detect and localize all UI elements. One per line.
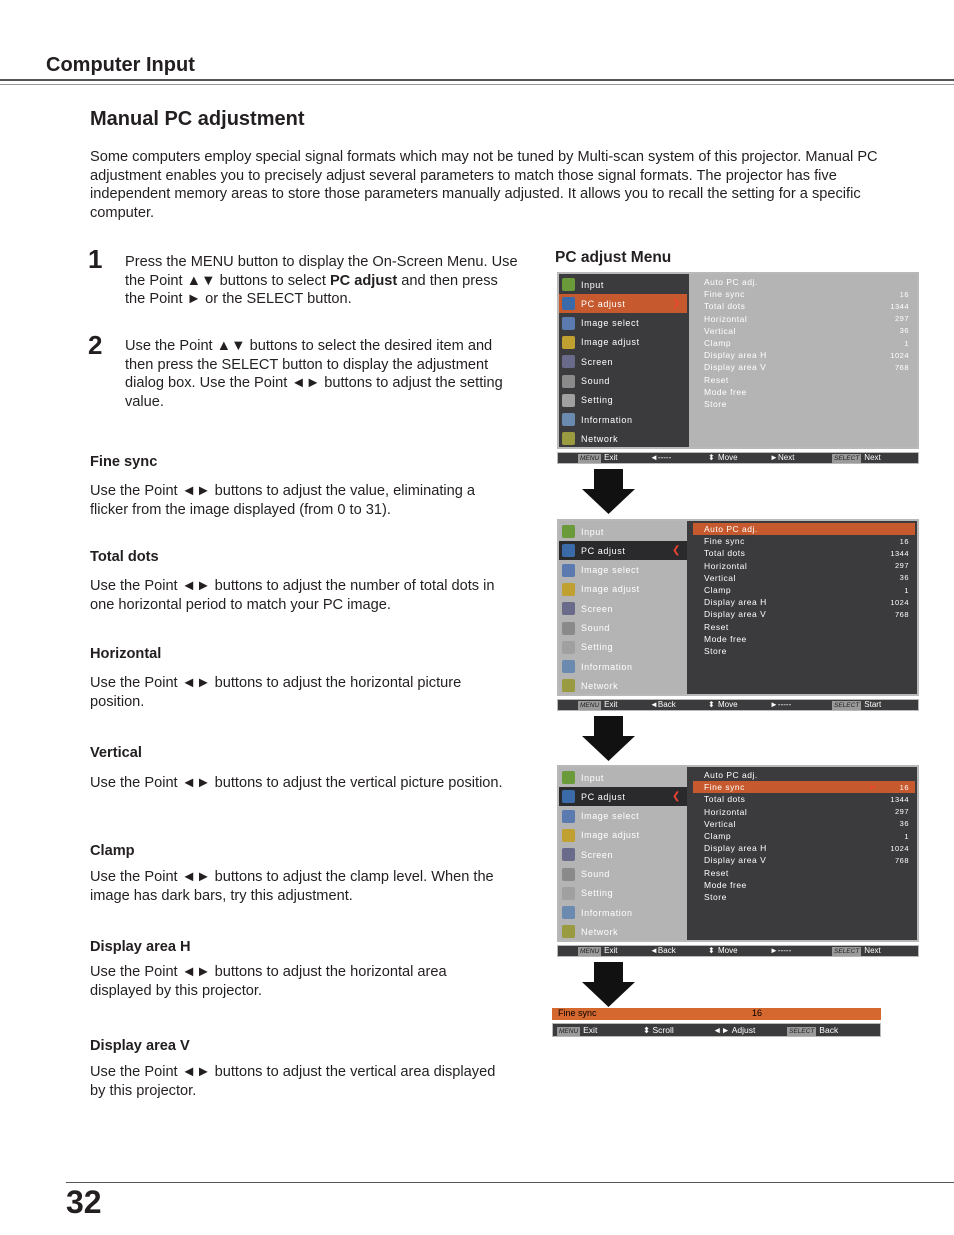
osd-menu-item-label: Image select — [581, 565, 640, 576]
osd-menu-item[interactable] — [558, 599, 687, 618]
osd-option-row[interactable] — [693, 276, 915, 288]
osd-option-label: Horizontal — [704, 313, 748, 324]
information-icon — [562, 660, 575, 673]
osd-menu-item[interactable] — [558, 429, 687, 448]
screen-icon — [562, 848, 575, 861]
osd-option-row[interactable] — [693, 891, 915, 903]
chevron-icon: ❮ — [672, 545, 681, 557]
osd-option-label: Auto PC adj. — [704, 524, 758, 534]
osd-menu-item-label: Network — [581, 433, 619, 444]
osd-menu-item[interactable] — [558, 865, 687, 884]
osd-option-row[interactable] — [693, 793, 915, 805]
pc-adjust-icon — [562, 544, 575, 557]
param-desc-horizontal: Use the Point ◄► buttons to adjust the horizontal picture position. — [90, 675, 462, 710]
osd-menu-item-label: Input — [581, 772, 605, 783]
osd-option-label: Store — [704, 399, 727, 409]
osd-status-bar-3: MENU Exit ◄Back ⬍ Move ►----- SELECT Next — [557, 945, 919, 957]
intro-paragraph: Some computers employ special signal formats which may not be tuned by Multi-scan system of this projector. Manual PC adjustment enables you to precisely adjust several parameters to match those signal formats. The projector has five independent memory areas to store those parameters manually adjusted. It allows you to recall the setting for a specific computer. — [90, 149, 878, 222]
osd-option-label: Fine sync — [704, 782, 745, 793]
osd-option-label: Reset — [704, 867, 729, 878]
osd-option-value: 1024 — [890, 597, 909, 607]
osd-right-panel — [689, 765, 919, 942]
setting-icon — [562, 641, 575, 654]
osd-menu-item-label: Screen — [581, 849, 614, 860]
osd-option-value: 1344 — [890, 301, 909, 311]
osd-option-label: Mode free — [704, 633, 747, 644]
osd-menu-item[interactable] — [558, 768, 687, 787]
osd-menu-item[interactable] — [558, 826, 687, 845]
pc-adjust-bold: PC adjust — [329, 272, 398, 289]
param-desc-display-area-v: Use the Point ◄► buttons to adjust the vertical area displayed by this projector. — [90, 1064, 496, 1099]
osd-option-label: Fine sync — [704, 536, 745, 547]
osd-option-value: 768 — [894, 609, 909, 619]
osd-option-label: Display area V — [704, 362, 767, 373]
osd-option-label: Display area H — [704, 350, 767, 361]
osd-left-menu — [558, 765, 687, 942]
param-desc-fine-sync: Use the Point ◄► buttons to adjust the value, eliminating a flicker from the image displayed (from 0 to 31). — [90, 483, 476, 518]
osd-option-row[interactable] — [693, 879, 915, 891]
osd-menu-item-label: Sound — [581, 376, 611, 386]
osd-option-row[interactable] — [693, 584, 915, 596]
osd-menu-item-label: Setting — [581, 395, 614, 406]
osd-option-label: Horizontal — [704, 560, 748, 571]
param-title-display-area-h: Display area H — [90, 939, 191, 955]
image-adjust-icon — [562, 336, 575, 349]
osd-option-row[interactable] — [693, 818, 915, 830]
osd-option-row[interactable] — [693, 830, 915, 842]
osd-menu-item[interactable] — [558, 314, 687, 333]
osd-option-row[interactable] — [693, 781, 915, 793]
osd-menu-item[interactable] — [558, 410, 687, 429]
osd-menu-item[interactable] — [558, 372, 687, 391]
param-title-vertical: Vertical — [90, 745, 142, 761]
osd-option-label: Display area V — [704, 609, 767, 620]
step-number-2: 2 — [88, 330, 103, 360]
osd-option-label: Display area H — [704, 597, 767, 608]
osd-menu-item[interactable] — [558, 657, 687, 676]
osd-menu-item-label: Image adjust — [581, 337, 640, 348]
osd-option-label: Clamp — [704, 831, 732, 841]
param-title-horizontal: Horizontal — [90, 646, 162, 662]
network-icon — [562, 925, 575, 938]
osd-option-label: Vertical — [704, 325, 736, 336]
osd-menu-item[interactable] — [558, 922, 687, 941]
osd-status-bar-2: MENU Exit ◄Back ⬍ Move ►----- SELECT Start — [557, 699, 919, 711]
osd-menu-item[interactable] — [558, 275, 687, 294]
osd-option-row[interactable] — [693, 547, 915, 559]
osd-option-row[interactable] — [693, 535, 915, 547]
osd-menu-item-label: Image select — [581, 318, 640, 329]
osd-menu-item-label: Sound — [581, 623, 611, 633]
chapter-title: Computer Input — [46, 54, 195, 76]
sound-icon — [562, 375, 575, 388]
input-icon — [562, 771, 575, 784]
osd-option-row[interactable] — [693, 842, 915, 854]
osd-option-label: Clamp — [704, 338, 732, 348]
osd-option-label: Display area V — [704, 855, 767, 866]
osd-option-label: Auto PC adj. — [704, 770, 758, 780]
osd-menu-item[interactable] — [558, 541, 687, 560]
osd-menu-item-label: Screen — [581, 356, 614, 367]
osd-option-value: 36 — [899, 326, 909, 336]
section-title: Manual PC adjustment — [90, 108, 305, 130]
osd-right-panel — [689, 519, 919, 696]
osd-option-row[interactable] — [693, 374, 915, 386]
osd-option-label: Clamp — [704, 585, 732, 595]
header-rule-thin — [0, 84, 954, 85]
osd-menu-item-label: Setting — [581, 888, 614, 899]
osd-option-value: 1 — [904, 831, 909, 841]
osd-menu-item-label: Network — [581, 926, 619, 937]
osd-option-row[interactable] — [693, 596, 915, 608]
param-title-clamp: Clamp — [90, 843, 135, 859]
osd-option-label: Vertical — [704, 818, 736, 829]
osd-option-value: 768 — [894, 855, 909, 865]
osd-status-bar-1: MENU Exit ◄----- ⬍ Move ► Next SELECT Next — [557, 452, 919, 464]
pc-adjust-icon — [562, 297, 575, 310]
step-number-1: 1 — [88, 244, 103, 274]
param-desc-vertical: Use the Point ◄► buttons to adjust the vertical picture position. — [90, 775, 503, 791]
osd-option-row[interactable] — [693, 300, 915, 312]
osd-menu-item[interactable] — [558, 522, 687, 541]
osd-option-row[interactable] — [693, 325, 915, 337]
osd-option-label: Store — [704, 892, 727, 902]
osd-menu-item-label: Information — [581, 661, 633, 672]
osd-menu-item-label: Input — [581, 526, 605, 537]
header-rule — [0, 79, 954, 81]
osd-menu-item[interactable] — [558, 884, 687, 903]
osd-option-row[interactable] — [693, 867, 915, 879]
osd-option-label: Auto PC adj. — [704, 277, 758, 287]
chevron-icon: ❯ — [672, 298, 681, 310]
footer-rule — [66, 1182, 954, 1183]
osd-menu-item-label: Information — [581, 414, 633, 425]
osd-option-label: Fine sync — [704, 289, 745, 300]
input-icon — [562, 278, 575, 291]
chevron-icon: ❮ — [672, 791, 681, 803]
osd-menu-item-label: Image adjust — [581, 830, 640, 841]
osd-option-row[interactable] — [693, 398, 915, 410]
arrow-down-icon — [582, 962, 635, 1007]
osd-menu-item-label: Image adjust — [581, 584, 640, 595]
osd-option-row[interactable] — [693, 621, 915, 633]
osd-option-row[interactable] — [693, 854, 915, 866]
image-select-icon — [562, 317, 575, 330]
osd-option-value: 297 — [894, 807, 909, 817]
osd-left-menu — [558, 272, 687, 449]
osd-option-row[interactable] — [693, 349, 915, 361]
osd-option-label: Mode free — [704, 386, 747, 397]
osd-screen-fine-sync-selected — [557, 765, 919, 942]
image-adjust-icon — [562, 829, 575, 842]
osd-option-value: 1 — [904, 585, 909, 595]
image-select-icon — [562, 810, 575, 823]
osd-right-panel — [689, 272, 919, 449]
network-icon — [562, 432, 575, 445]
osd-option-label: Horizontal — [704, 806, 748, 817]
osd-option-value: 16 — [899, 536, 909, 546]
osd-menu-item-label: PC adjust — [581, 791, 626, 802]
osd-option-value: 768 — [894, 362, 909, 372]
information-icon — [562, 413, 575, 426]
osd-option-label: Total dots — [704, 794, 746, 805]
osd-option-value: 1 — [904, 338, 909, 348]
osd-option-row[interactable] — [693, 608, 915, 620]
osd-menu-item[interactable] — [558, 619, 687, 638]
osd-left-menu — [558, 519, 687, 696]
fine-sync-status-bar: MENU Exit ⬍ Scroll ◄► Adjust SELECT Back — [552, 1023, 881, 1037]
sound-icon — [562, 622, 575, 635]
osd-option-label: Vertical — [704, 572, 736, 583]
osd-menu-item-label: PC adjust — [581, 298, 626, 309]
osd-menu-item[interactable] — [558, 676, 687, 695]
osd-option-row[interactable] — [693, 361, 915, 373]
osd-menu-item[interactable] — [558, 333, 687, 352]
param-desc-display-area-h: Use the Point ◄► buttons to adjust the horizontal area displayed by this projector. — [90, 964, 447, 999]
sound-icon — [562, 868, 575, 881]
osd-option-value: 1024 — [890, 843, 909, 853]
param-title-total-dots: Total dots — [90, 549, 159, 565]
osd-menu-item[interactable] — [558, 638, 687, 657]
enter-icon: ↵ — [869, 782, 877, 792]
param-title-fine-sync: Fine sync — [90, 454, 158, 470]
screen-icon — [562, 602, 575, 615]
osd-option-label: Reset — [704, 621, 729, 632]
osd-option-row[interactable] — [693, 633, 915, 645]
network-icon — [562, 679, 575, 692]
osd-option-label: Mode free — [704, 879, 747, 890]
osd-menu-item[interactable] — [558, 561, 687, 580]
osd-menu-item[interactable] — [558, 807, 687, 826]
osd-menu-item-label: Information — [581, 907, 633, 918]
osd-option-label: Display area H — [704, 843, 767, 854]
osd-option-value: 297 — [894, 561, 909, 571]
pc-adjust-icon — [562, 790, 575, 803]
osd-menu-item[interactable] — [558, 787, 687, 806]
param-title-display-area-v: Display area V — [90, 1038, 190, 1054]
osd-option-row[interactable] — [693, 337, 915, 349]
osd-menu-item-label: Setting — [581, 642, 614, 653]
osd-menu-item-label: Network — [581, 680, 619, 691]
setting-icon — [562, 394, 575, 407]
param-desc-clamp: Use the Point ◄► buttons to adjust the clamp level. When the image has dark bars, try this adjustment. — [90, 869, 494, 904]
osd-option-label: Total dots — [704, 301, 746, 312]
osd-option-row[interactable] — [693, 645, 915, 657]
osd-menu-item[interactable] — [558, 845, 687, 864]
param-desc-total-dots: Use the Point ◄► buttons to adjust the number of total dots in one horizontal period to match your PC image. — [90, 578, 495, 613]
osd-option-row[interactable] — [693, 769, 915, 781]
osd-option-value: 16 — [899, 289, 909, 299]
osd-option-label: Total dots — [704, 548, 746, 559]
osd-option-value: 16 — [899, 782, 909, 792]
arrow-down-icon — [582, 469, 635, 514]
osd-option-value: 36 — [899, 573, 909, 583]
osd-menu-item-label: Sound — [581, 869, 611, 879]
osd-option-row[interactable] — [693, 288, 915, 300]
page-number: 32 — [66, 1184, 102, 1220]
osd-option-value: 1344 — [890, 548, 909, 558]
osd-option-value: 1024 — [890, 350, 909, 360]
osd-menu-item[interactable] — [558, 294, 687, 313]
osd-screen-main-menu — [557, 272, 919, 449]
information-icon — [562, 906, 575, 919]
osd-option-row[interactable] — [693, 313, 915, 325]
osd-menu-item[interactable] — [558, 580, 687, 599]
osd-option-row[interactable] — [693, 386, 915, 398]
osd-menu-item[interactable] — [558, 903, 687, 922]
image-adjust-icon — [562, 583, 575, 596]
osd-option-row[interactable] — [693, 523, 915, 535]
osd-menu-item-label: Screen — [581, 603, 614, 614]
input-icon — [562, 525, 575, 538]
menu-caption: PC adjust Menu — [555, 249, 672, 266]
step-text-2: Use the Point ▲▼ buttons to select the desired item and then press the SELECT button to display the adjustment dialog box. Use the Point ◄► buttons to adjust the setting value. — [125, 338, 503, 411]
osd-menu-item-label: PC adjust — [581, 545, 626, 556]
arrow-down-icon — [582, 716, 635, 761]
setting-icon — [562, 887, 575, 900]
osd-option-value: 297 — [894, 314, 909, 324]
fine-sync-adjust-bar: Fine sync 16 — [552, 1008, 881, 1020]
image-select-icon — [562, 564, 575, 577]
osd-menu-item-label: Input — [581, 279, 605, 290]
osd-option-row[interactable] — [693, 806, 915, 818]
osd-option-value: 1344 — [890, 794, 909, 804]
osd-option-label: Store — [704, 646, 727, 656]
osd-menu-item[interactable] — [558, 352, 687, 371]
step-text-1: Press the MENU button to display the On-Screen Menu. Use the Point ▲▼ buttons to select PC adjust and then press the Point ► or the SELECT button. — [125, 254, 518, 308]
osd-option-row[interactable] — [693, 572, 915, 584]
screen-icon — [562, 355, 575, 368]
osd-screen-pc-adjust — [557, 519, 919, 696]
osd-option-value: 36 — [899, 819, 909, 829]
updown-icon: ⬍ — [708, 453, 715, 462]
osd-option-label: Reset — [704, 374, 729, 385]
osd-menu-item[interactable] — [558, 391, 687, 410]
osd-menu-item-label: Image select — [581, 811, 640, 822]
osd-option-row[interactable] — [693, 560, 915, 572]
